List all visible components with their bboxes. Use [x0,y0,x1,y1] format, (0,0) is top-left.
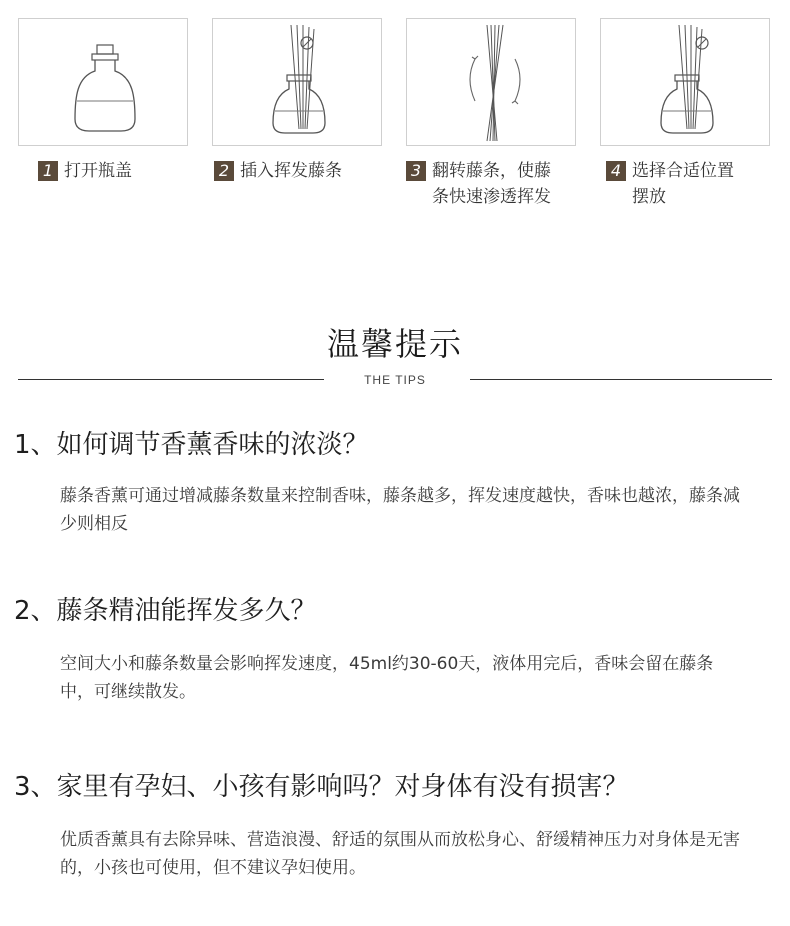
step-1-illustration [18,18,188,146]
step-4-label [606,158,734,210]
step-number: 4 [606,161,626,181]
tips-title: 温馨提示 [326,325,463,363]
faq-answer-1: 藤条香薰可通过增减藤条数量来控制香味，藤条越多，挥发速度越快，香味也越浓，藤条减少则相反 [60,486,740,534]
faq-answer-2: 空间大小和藤条数量会影响挥发速度，45ml约30-60天，液体用完后，香味会留在藤条中，可继续散发。 [60,654,714,702]
faq-answer-3: 优质香薰具有去除异味、营造浪漫、舒适的氛围从而放松身心、舒缓精神压力对身体是无害的，小孩也可使用，但不建议孕妇使用。 [60,830,740,878]
placed-diffuser-icon [601,19,771,147]
step-text: 插入挥发藤条 [240,161,342,181]
tips-subtitle: THE TIPS [364,373,426,387]
step-number: 2 [214,161,234,181]
step-1-label [38,158,132,184]
faq-question-3: 3、家里有孕妇、小孩有影响吗？对身体有没有损害？ [14,772,629,802]
step-number: 3 [406,161,426,181]
step-2-label [214,158,342,184]
faq-question-2: 2、藤条精油能挥发多久？ [14,596,317,626]
faq-question-1: 1、如何调节香薰香味的浓淡？ [14,430,369,460]
step-3-label [406,158,551,210]
step-4-illustration [600,18,770,146]
step-text: 选择合适位置 摆放 [632,161,734,207]
step-2-illustration [212,18,382,146]
bottle-with-reeds-icon [213,19,383,147]
divider-right [470,379,772,380]
step-number: 1 [38,161,58,181]
bottle-with-cap-icon [19,19,189,147]
flip-reeds-icon [407,19,577,147]
step-text: 打开瓶盖 [64,161,132,181]
step-3-illustration [406,18,576,146]
step-text: 翻转藤条，使藤 条快速渗透挥发 [432,161,551,207]
